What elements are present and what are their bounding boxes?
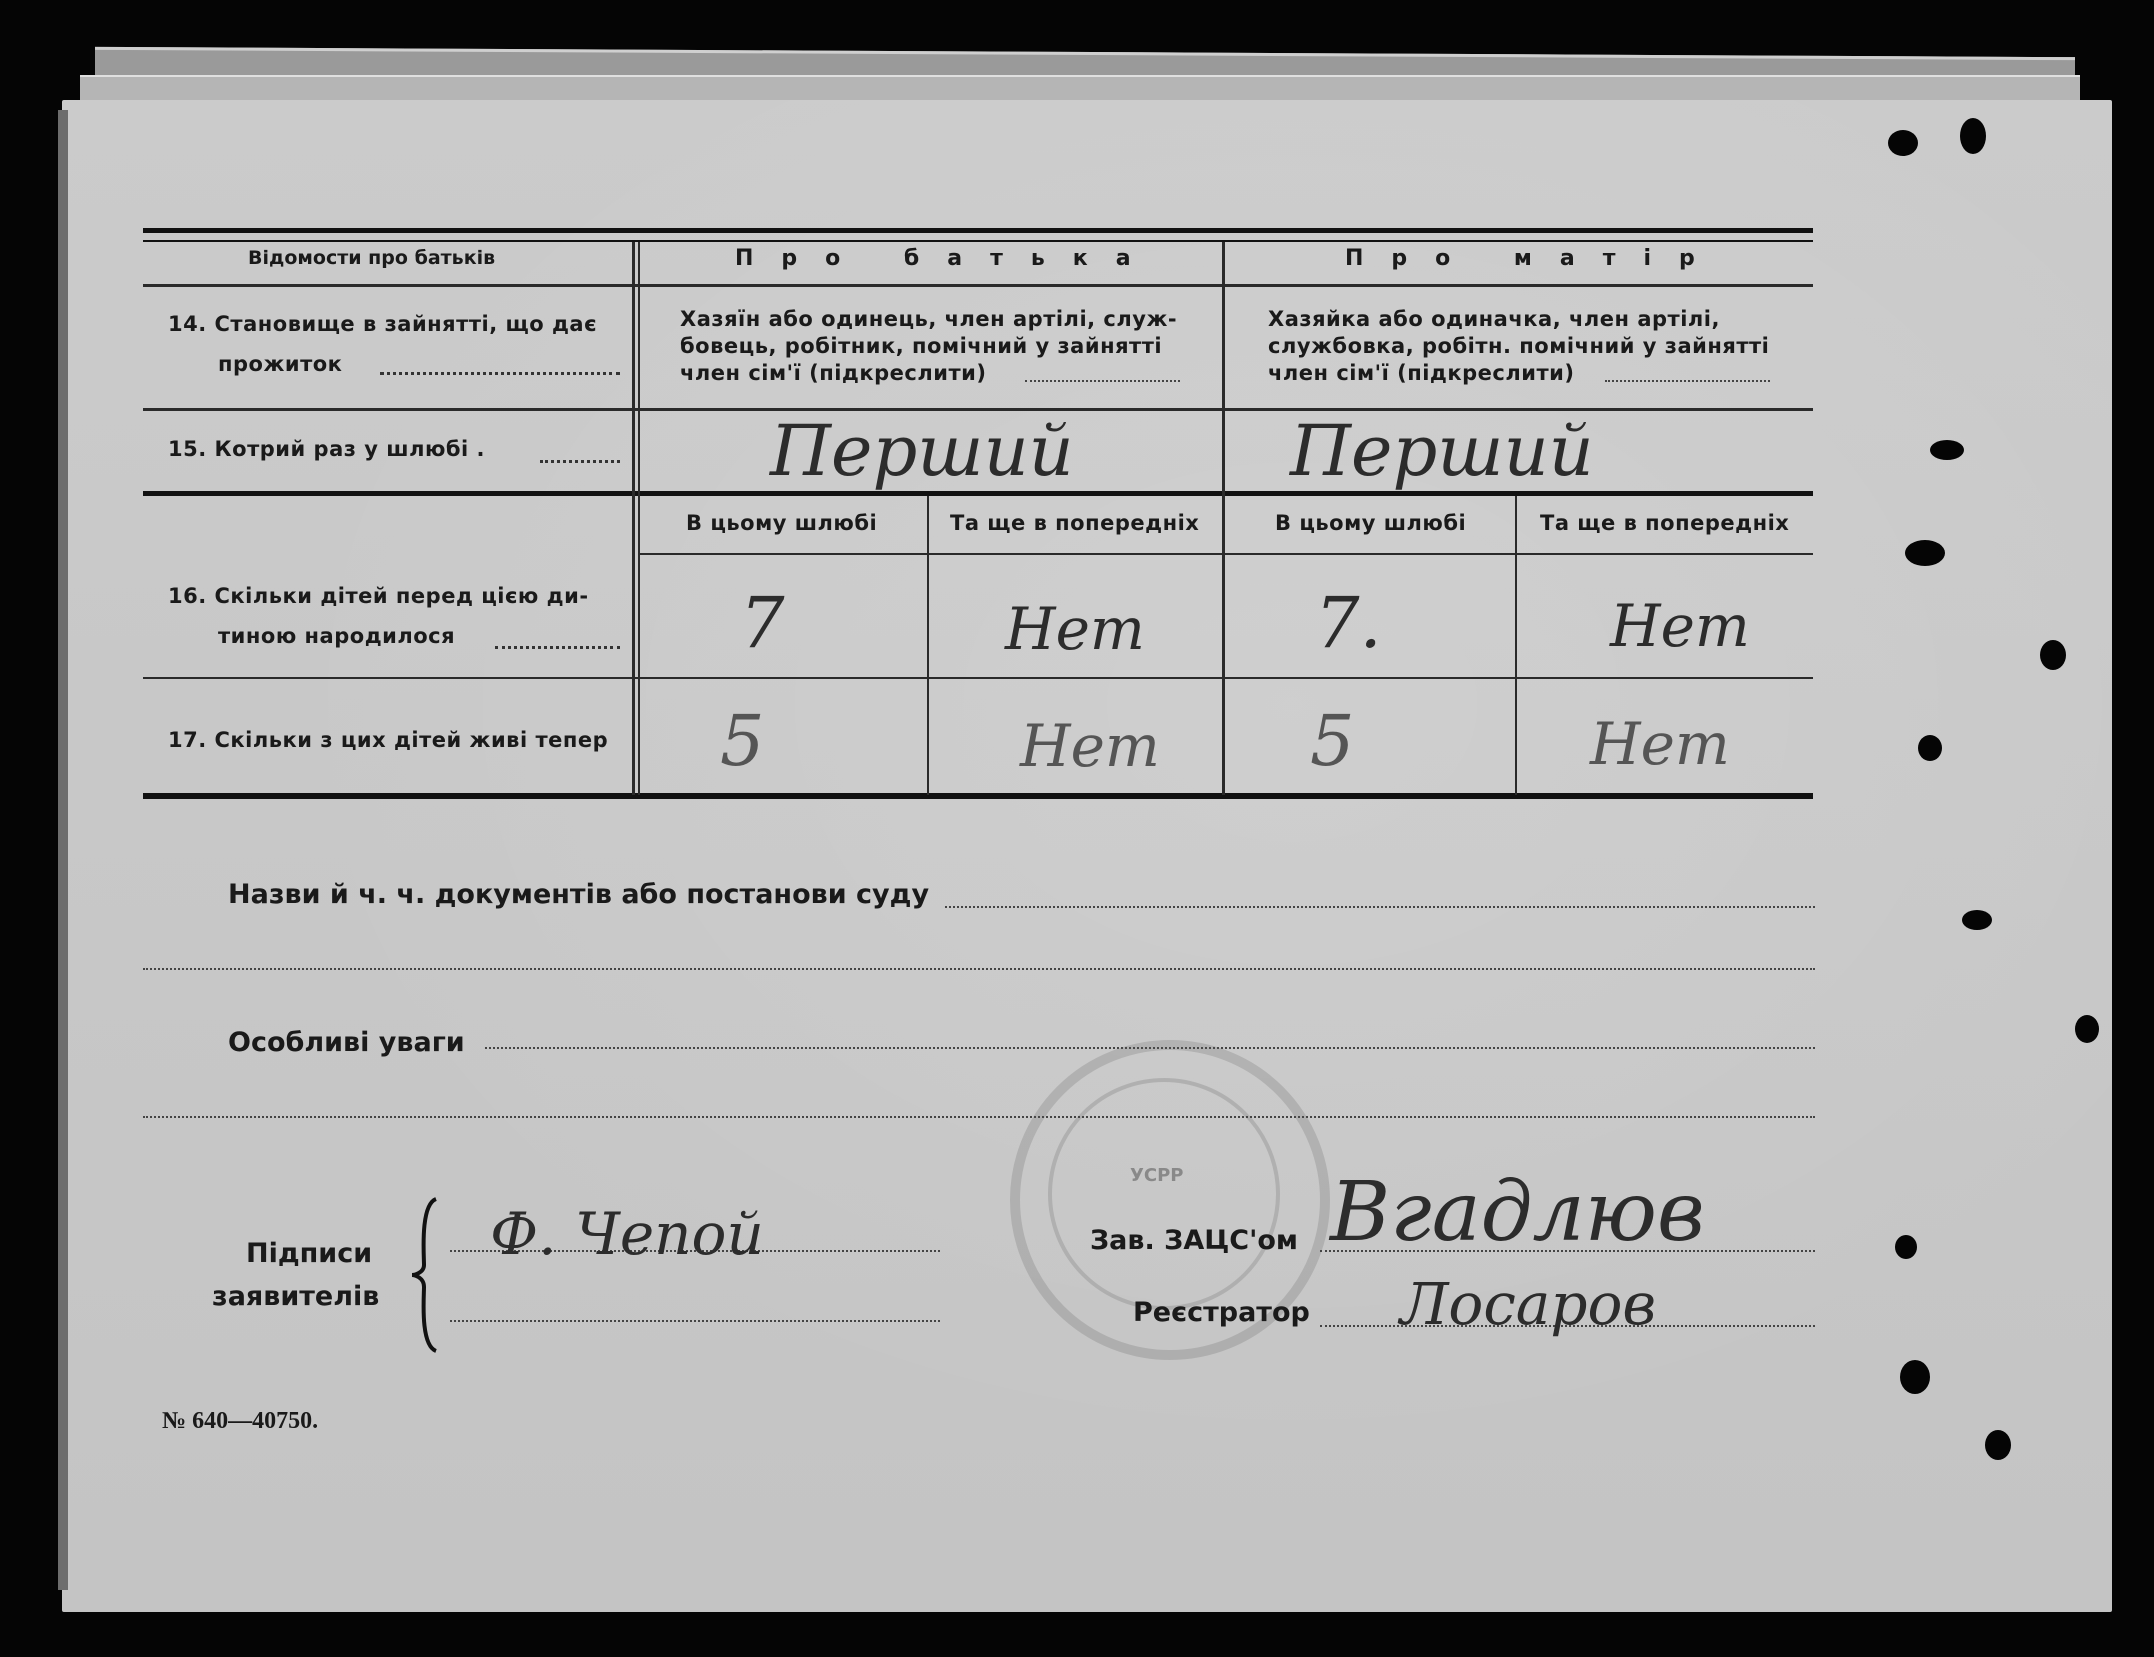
applicants-label: Підписи [246,1238,373,1269]
subhead-mother-prev: Та ще в попередніх [1540,511,1790,535]
row16-father-prev: Нет [1005,595,1145,663]
subhead-father-prev: Та ще в попередніх [950,511,1200,535]
header-father: Про батька [735,246,1159,271]
punch-hole [1960,118,1986,154]
applicant-signature: Ф. Чепой [490,1200,764,1268]
row17-mother-this: 5 [1310,700,1355,782]
row17-label: 17. Скільки з цих дітей живі тепер [168,728,609,752]
applicants-label: заявителів [212,1281,380,1312]
header-mother: Про матір [1345,246,1723,271]
remarks-label: Особливі уваги [228,1027,465,1058]
punch-hole [1888,130,1918,156]
row17-father-this: 5 [720,700,765,782]
registrar-signature: Лосаров [1400,1270,1657,1338]
row14-mother-line: Хазяйка або одиначка, член артілі, [1268,307,1720,331]
row14-father-line: Хазяїн або одинець, член артілі, служ- [680,307,1178,331]
documents-label: Назви й ч. ч. документів або постанови суду [228,879,930,910]
header-column-label: Відомости про батьків [248,247,496,269]
row16-label: 16. Скільки дітей перед цією ди- [168,584,589,608]
registrar-label: Реєстратор [1133,1297,1310,1328]
subhead-father-this: В цьому шлюбі [686,511,878,535]
row15-label: 15. Котрий раз у шлюбі . [168,437,486,461]
row14-mother-line: службовка, робітн. помічний у зайнятті [1268,334,1770,358]
row16-mother-prev: Нет [1610,592,1750,660]
head-signature: Вгадлюв [1330,1165,1705,1260]
row15-mother-value: Перший [1290,410,1594,492]
official-stamp-inner [1048,1078,1280,1310]
subhead-mother-this: В цьому шлюбі [1275,511,1467,535]
row17-mother-prev: Нет [1590,710,1730,778]
row15-father-value: Перший [770,410,1074,492]
punch-hole [2075,1015,2099,1043]
punch-hole [1985,1430,2011,1460]
row14-mother-line: член сім'ї (підкреслити) [1268,361,1575,385]
punch-hole [1895,1235,1917,1259]
signature-brace [410,1195,440,1355]
row17-father-prev: Нет [1020,712,1160,780]
form-number: № 640—40750. [162,1408,319,1434]
punch-hole [1900,1360,1930,1394]
punch-hole [1930,440,1964,460]
row14-label: 14. Становище в зайнятті, що дає [168,312,598,336]
row14-label-cont: прожиток [218,352,343,376]
punch-hole [2040,640,2066,670]
row16-label-cont: тиною народилося [218,624,456,648]
row16-father-this: 7 [740,582,785,664]
head-label: Зав. ЗАЦС'ом [1090,1225,1298,1256]
row14-father-line: член сім'ї (підкреслити) [680,361,987,385]
row14-father-line: бовець, робітник, помічний у зайнятті [680,334,1163,358]
punch-hole [1918,735,1942,761]
punch-hole [1962,910,1992,930]
row16-mother-this: 7. [1315,582,1382,664]
page-left-edge [58,110,68,1590]
stamp-text: УСРР [1130,1165,1184,1186]
punch-hole [1905,540,1945,566]
